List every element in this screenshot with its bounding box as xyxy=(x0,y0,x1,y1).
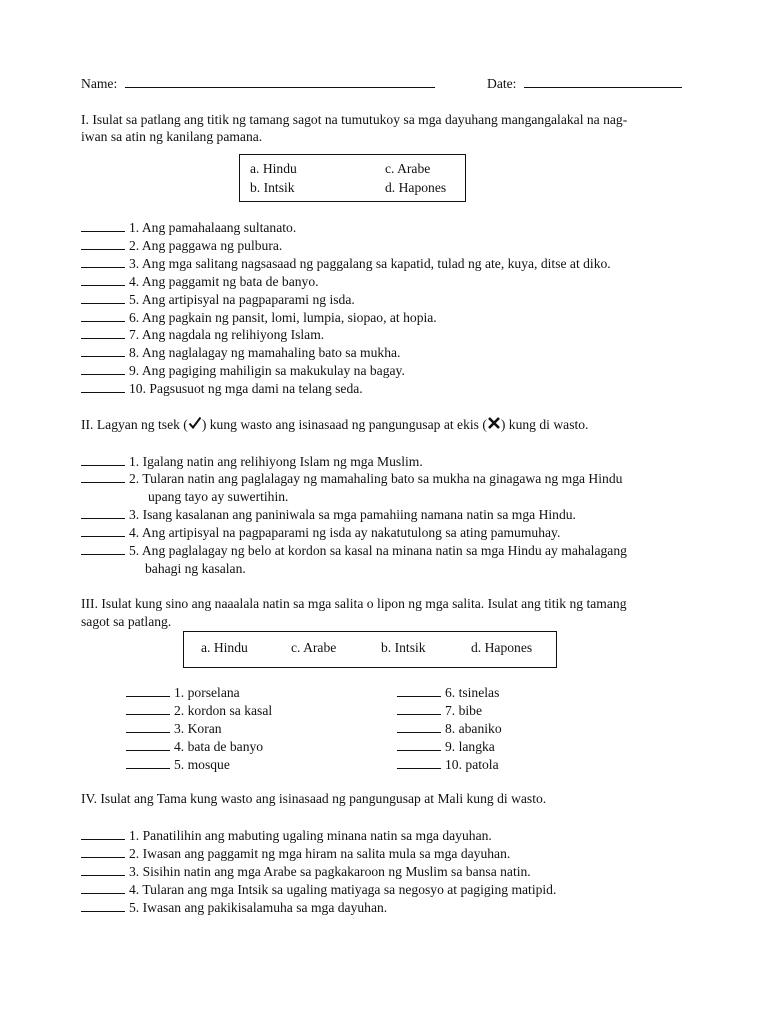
answer-blank[interactable] xyxy=(397,738,441,751)
list-item xyxy=(81,470,622,487)
list-item xyxy=(81,827,492,844)
answer-blank[interactable] xyxy=(81,291,125,304)
item-text: 3. Sisihin natin ang mga Arabe sa pagkakaroon ng Muslim sa bansa natin. xyxy=(129,864,531,879)
item-text: 5. Ang artipisyal na pagpaparami ng isda. xyxy=(129,292,355,307)
choice-d: d. Hapones xyxy=(471,640,533,655)
item-text: 4. Tularan ang mga Intsik sa ugaling matiyaga sa negosyo at pagiging matipid. xyxy=(129,882,557,897)
item-text: 3. Koran xyxy=(174,721,222,736)
item-text: 5. Iwasan ang pakikisalamuha sa mga dayuhan. xyxy=(129,900,388,915)
list-item xyxy=(81,237,282,254)
cross-icon xyxy=(487,416,501,430)
answer-blank[interactable] xyxy=(126,738,170,751)
item-text: 3. Isang kasalanan ang paniniwala sa mga pamahiing namana natin sa mga Hindu. xyxy=(129,507,576,522)
name-blank[interactable] xyxy=(125,86,435,88)
part1-choice-box xyxy=(239,154,466,202)
part1-instruction-line2: iwan sa atin ng kanilang pamana. xyxy=(81,129,263,144)
answer-blank[interactable] xyxy=(81,881,125,894)
answer-blank[interactable] xyxy=(81,326,125,339)
answer-blank[interactable] xyxy=(81,506,125,519)
list-item-continuation: bahagi ng kasalan. xyxy=(145,561,246,576)
date-line xyxy=(487,76,682,92)
choice-b: b. Intsik xyxy=(250,180,295,195)
answer-blank[interactable] xyxy=(81,899,125,912)
answer-blank[interactable] xyxy=(126,684,170,697)
item-text: 1. porselana xyxy=(174,685,240,700)
answer-blank[interactable] xyxy=(81,524,125,537)
part3-instruction-line1: III. Isulat kung sino ang naaalala natin sa mga salita o lipon ng mga salita. Isulat ang titik ng tamang xyxy=(81,596,627,611)
answer-blank[interactable] xyxy=(126,720,170,733)
choice-b: b. Intsik xyxy=(381,640,426,655)
list-item xyxy=(397,684,499,701)
choice-a: a. Hindu xyxy=(250,161,297,176)
answer-blank[interactable] xyxy=(397,702,441,715)
part4-instruction: IV. Isulat ang Tama kung wasto ang isinasaad ng pangungusap at Mali kung di wasto. xyxy=(81,791,547,806)
answer-blank[interactable] xyxy=(81,453,125,466)
item-text: 3. Ang mga salitang nagsasaad ng paggalang sa kapatid, tulad ng ate, kuya, ditse at diko. xyxy=(129,256,611,271)
answer-blank[interactable] xyxy=(81,237,125,250)
answer-blank[interactable] xyxy=(81,344,125,357)
item-text: 9. langka xyxy=(445,739,495,754)
item-text: 6. tsinelas xyxy=(445,685,500,700)
answer-blank[interactable] xyxy=(81,309,125,322)
item-text: 1. Panatilihin ang mabuting ugaling minana natin sa mga dayuhan. xyxy=(129,828,492,843)
instruction-text: II. Lagyan ng tsek ( xyxy=(81,417,188,432)
part3-instruction-line2: sagot sa patlang. xyxy=(81,614,172,629)
instruction-text: ) kung di wasto. xyxy=(500,417,589,432)
item-text: 2. kordon sa kasal xyxy=(174,703,273,718)
item-text: 10. patola xyxy=(445,757,499,772)
list-item xyxy=(81,326,324,343)
list-item xyxy=(397,756,499,773)
item-text: 1. Igalang natin ang relihiyong Islam ng mga Muslim. xyxy=(129,454,423,469)
list-item xyxy=(81,542,627,559)
list-item xyxy=(81,863,531,880)
list-item xyxy=(81,362,405,379)
answer-blank[interactable] xyxy=(81,845,125,858)
item-text: 1. Ang pamahalaang sultanato. xyxy=(129,220,297,235)
date-label: Date: xyxy=(487,76,517,91)
item-text: 2. Iwasan ang paggamit ng mga hiram na salita mula sa mga dayuhan. xyxy=(129,846,511,861)
list-item xyxy=(81,309,437,326)
item-text: 4. bata de banyo xyxy=(174,739,264,754)
item-text: 10. Pagsusuot ng mga dami na telang seda. xyxy=(129,381,363,396)
answer-blank[interactable] xyxy=(81,827,125,840)
list-item xyxy=(126,720,222,737)
choice-a: a. Hindu xyxy=(201,640,248,655)
answer-blank[interactable] xyxy=(397,684,441,697)
item-text: 5. mosque xyxy=(174,757,230,772)
answer-blank[interactable] xyxy=(81,255,125,268)
list-item xyxy=(397,738,495,755)
answer-blank[interactable] xyxy=(397,720,441,733)
name-label: Name: xyxy=(81,76,118,91)
list-item xyxy=(126,738,263,755)
list-item xyxy=(126,684,240,701)
list-item xyxy=(81,219,296,236)
part1-instruction-line1: I. Isulat sa patlang ang titik ng tamang sagot na tumutukoy sa mga dayuhang mangangalakal na nag- xyxy=(81,112,628,127)
name-line xyxy=(81,76,435,92)
item-text: 8. abaniko xyxy=(445,721,502,736)
list-item xyxy=(81,899,387,916)
item-text: 2. Tularan natin ang paglalagay ng mamahaling bato sa mukha na ginagawa ng mga Hindu xyxy=(129,471,623,486)
item-text: 2. Ang paggawa ng pulbura. xyxy=(129,238,283,253)
list-item xyxy=(81,453,423,470)
answer-blank[interactable] xyxy=(397,756,441,769)
answer-blank[interactable] xyxy=(81,542,125,555)
answer-blank[interactable] xyxy=(81,470,125,483)
item-text: 8. Ang naglalagay ng mamahaling bato sa mukha. xyxy=(129,345,401,360)
item-text: 7. bibe xyxy=(445,703,482,718)
list-item xyxy=(81,380,363,397)
list-item xyxy=(81,881,556,898)
item-text: 6. Ang pagkain ng pansit, lomi, lumpia, siopao, at hopia. xyxy=(129,310,437,325)
instruction-text: ) kung wasto ang isinasaad ng pangungusap at ekis ( xyxy=(201,417,487,432)
answer-blank[interactable] xyxy=(81,863,125,876)
choice-d: d. Hapones xyxy=(385,180,447,195)
item-text: 4. Ang artipisyal na pagpaparami ng isda ay nakatutulong sa ating pamumuhay. xyxy=(129,525,561,540)
list-item-continuation: upang tayo ay suwertihin. xyxy=(148,489,289,504)
item-text: 4. Ang paggamit ng bata de banyo. xyxy=(129,274,319,289)
list-item xyxy=(81,291,355,308)
answer-blank[interactable] xyxy=(81,219,125,232)
item-text: 7. Ang nagdala ng relihiyong Islam. xyxy=(129,327,325,342)
list-item xyxy=(81,524,560,541)
list-item xyxy=(126,756,230,773)
list-item xyxy=(81,255,611,272)
list-item xyxy=(397,720,502,737)
check-icon xyxy=(188,416,202,430)
list-item xyxy=(126,702,272,719)
choice-c: c. Arabe xyxy=(385,161,431,176)
date-blank[interactable] xyxy=(524,86,682,88)
list-item xyxy=(81,506,576,523)
answer-blank[interactable] xyxy=(81,362,125,375)
answer-blank[interactable] xyxy=(126,756,170,769)
item-text: 9. Ang pagiging mahiligin sa makukulay na bagay. xyxy=(129,363,405,378)
part2-instruction xyxy=(81,416,588,433)
item-text: 5. Ang paglalagay ng belo at kordon sa kasal na minana natin sa mga Hindu ay mahalagang xyxy=(129,543,627,558)
answer-blank[interactable] xyxy=(81,380,125,393)
list-item xyxy=(81,344,400,361)
list-item xyxy=(397,702,482,719)
answer-blank[interactable] xyxy=(81,273,125,286)
part3-choice-box xyxy=(183,631,557,668)
answer-blank[interactable] xyxy=(126,702,170,715)
list-item xyxy=(81,273,319,290)
choice-c: c. Arabe xyxy=(291,640,337,655)
list-item xyxy=(81,845,510,862)
